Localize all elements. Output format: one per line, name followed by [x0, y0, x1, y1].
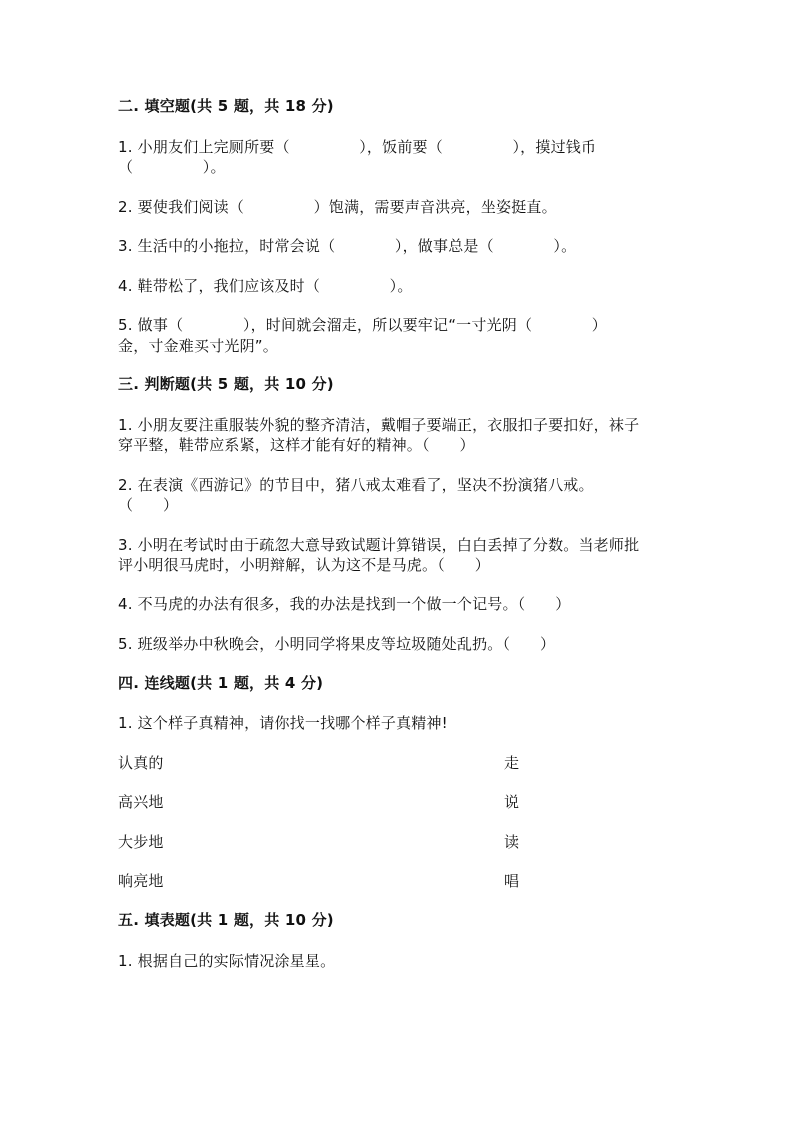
question-text: 1. 小朋友们上完厕所要（ ），饭前要（ ），摸过钱币 [118, 138, 597, 156]
match-right-item: 读 [504, 833, 520, 851]
match-left-item: 响亮地 [118, 872, 164, 890]
question-text: 金，寸金难买寸光阴”。 [118, 337, 278, 355]
question-text: （ ） [118, 496, 179, 514]
question-text: 1. 小朋友要注重服装外貌的整齐清洁，戴帽子要端正，衣服扣子要扣好，袜子 [118, 416, 640, 434]
question-text: 5. 做事（ ），时间就会溜走，所以要牢记“一寸光阴（ ） [118, 316, 607, 334]
section-heading-table: 五. 填表题(共 1 题，共 10 分) [118, 911, 334, 929]
match-left-item: 大步地 [118, 833, 164, 851]
match-right-item: 说 [504, 793, 520, 811]
question-text: 3. 生活中的小拖拉，时常会说（ ），做事总是（ ）。 [118, 237, 577, 255]
section-heading-fill-blank: 二. 填空题(共 5 题，共 18 分) [118, 97, 334, 115]
question-text: 穿平整，鞋带应系紧，这样才能有好的精神。（ ） [118, 436, 475, 454]
question-text: 评小明很马虎时，小明辩解，认为这不是马虎。（ ） [118, 556, 490, 574]
match-left-item: 高兴地 [118, 793, 164, 811]
question-text: （ ）。 [118, 158, 226, 176]
match-right-item: 走 [504, 754, 520, 772]
question-text: 4. 不马虎的办法有很多，我的办法是找到一个做一个记号。（ ） [118, 595, 571, 613]
question-text: 3. 小明在考试时由于疏忽大意导致试题计算错误，白白丢掉了分数。当老师批 [118, 536, 640, 554]
match-left-item: 认真的 [118, 754, 164, 772]
question-text: 4. 鞋带松了，我们应该及时（ ）。 [118, 277, 413, 295]
question-text: 1. 这个样子真精神，请你找一找哪个样子真精神! [118, 714, 448, 732]
question-text: 1. 根据自己的实际情况涂星星。 [118, 952, 336, 970]
question-text: 5. 班级举办中秋晚会，小明同学将果皮等垃圾随处乱扔。（ ） [118, 635, 556, 653]
section-heading-true-false: 三. 判断题(共 5 题，共 10 分) [118, 375, 334, 393]
question-text: 2. 在表演《西游记》的节目中，猪八戒太难看了，坚决不扮演猪八戒。 [118, 476, 594, 494]
match-right-item: 唱 [504, 872, 520, 890]
section-heading-matching: 四. 连线题(共 1 题，共 4 分) [118, 674, 324, 692]
question-text: 2. 要使我们阅读（ ）饱满，需要声音洪亮，坐姿挺直。 [118, 198, 557, 216]
